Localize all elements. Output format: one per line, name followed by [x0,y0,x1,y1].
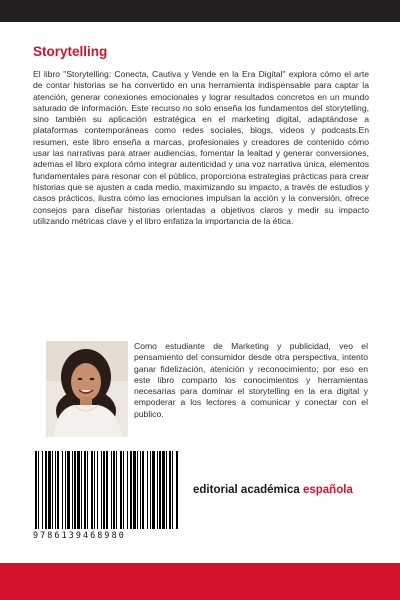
book-title: Storytelling [33,44,108,59]
author-photo [46,341,128,437]
publisher-name [193,484,353,496]
barcode-bars [33,451,181,529]
isbn-number: 9786139468980 [33,530,126,540]
publisher-name-part2: española [302,484,353,496]
isbn-barcode [33,451,181,541]
book-description: El libro "Storytelling: Conecta, Cautiva y Vende en la Era Digital" explora cómo el arte de contar historias se ha convertido en una herramienta indispensable para captar la atención, generar conexiones emocionales y lograr resultados concretos en un mundo saturado de información. Este recurso no solo enseña los fundamentos del storytelling, sino también su aplicación estratégica en el marketing digital, adaptándose a plataformas contemporáneas como redes sociales, blogs, videos y podcasts.En resumen, este libro enseña a marcas, profesionales y creadores de contenido cómo usar las narrativas para atraer audiencias, fomentar la lealtad y generar conversiones, ademas el libro explora cómo integrar autenticidad y una voz narrativa única, elementos fundamentales para resonar con el público, proporciona estrategias prácticas para crear historias que se ajusten a cada medio, maximizando su impacto, a través de estudios y casos prácticos, ilustra cómo las emociones impulsan la acción y la conversión, ofrece consejos para diseñar historias orientadas a objetivos claros y medir su impacto utilizando métricas clave y el libro enfatiza la importancia de la ética. [33,69,369,226]
top-color-band [0,0,400,22]
publisher-name-part1: editorial académica [193,484,300,496]
bottom-color-band [0,563,400,600]
author-bio: Como estudiante de Marketing y publicidad, veo el pensamiento del consumidor desde otra perspectiva, intento ganar fidelización, atenición y reconocimiento; por eso en este libro comparto los conocimientos y herramientas necesarias para dominar el storytelling en la era digital y empoderar a los lectores a comunicar y conectar con el publico. [134,341,368,419]
author-portrait-image [46,341,128,437]
